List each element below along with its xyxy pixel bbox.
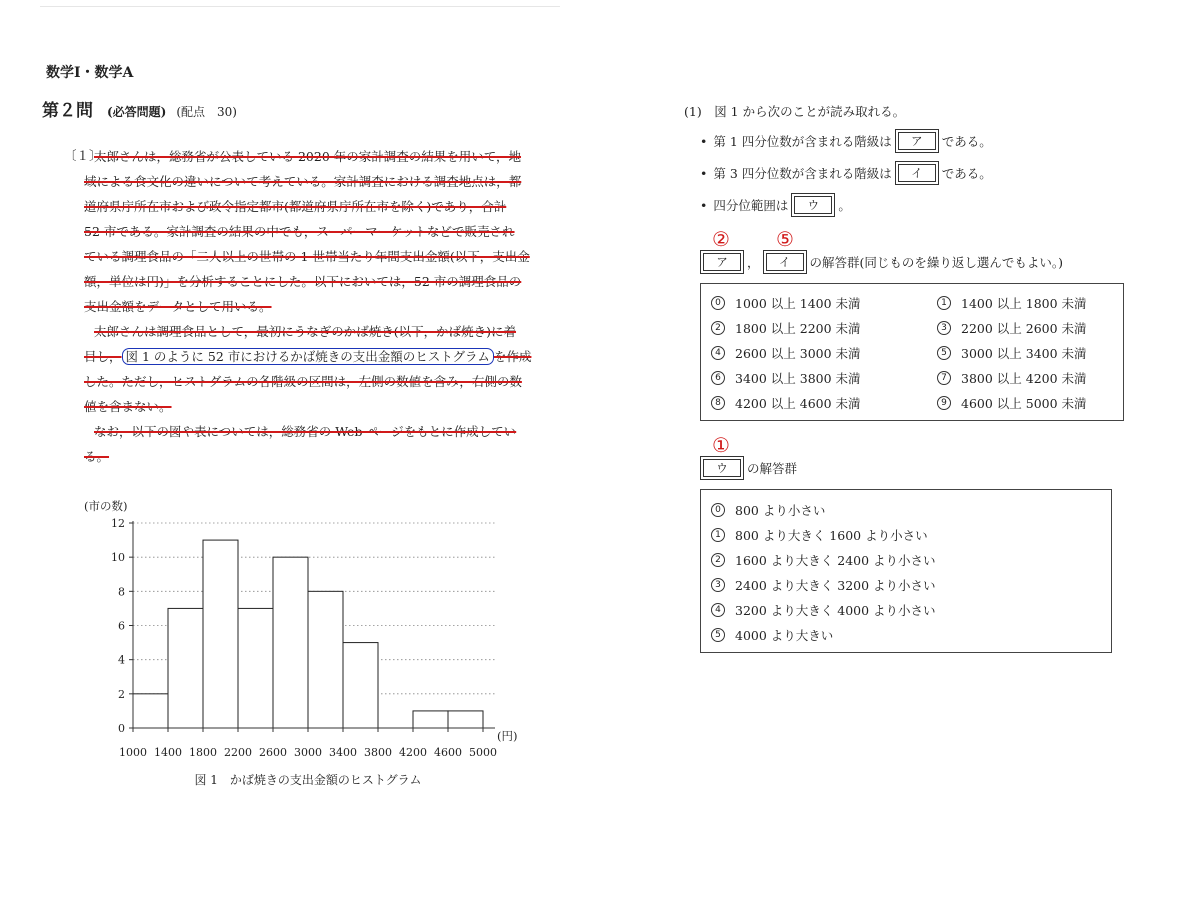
option-text: 3800 以上 4200 未満 [961,371,1087,386]
option-5[interactable] [937,344,1087,362]
x-tick-label: 3800 [364,746,392,759]
options-box-1 [700,283,1124,421]
option-2[interactable] [711,319,861,337]
option-6[interactable] [711,369,861,387]
bullet-text: 第 1 四分位数が含まれる階級は [713,134,892,149]
answer-box-u[interactable] [700,456,744,480]
x-tick-label: 3400 [329,746,357,759]
x-tick-label: 2600 [259,746,287,759]
group1-caption: の解答群(同じものを繰り返し選んでもよい。) [809,255,1064,270]
x-axis-label: (円) [497,729,518,743]
option-3[interactable] [711,576,936,594]
points-label: (配点 30) [176,105,237,119]
option-number: 5 [711,628,725,642]
option-number: 9 [937,396,951,410]
para1-line: 52 市である。家計調査の結果の中でも，スーパーマーケットなどで販売され [84,224,515,239]
histogram-chart [60,495,530,795]
para2-line: 太郎さんは調理食品として，最初にうなぎのかば焼き(以下，かば焼き)に着 [94,324,517,339]
paragraph-3 [84,419,524,469]
answer-box-u[interactable] [791,193,835,217]
option-text: 4200 以上 4600 未満 [735,396,861,411]
q1-intro: (1) 図 1 から次のことが読み取れる。 [684,104,906,119]
top-rule [40,6,560,7]
x-tick-label: 3000 [294,746,322,759]
question-number: 第２問 [42,101,93,121]
answer-box-label: ア [703,253,741,271]
option-text: 2400 より大きく 3200 より小さい [735,578,936,593]
option-1[interactable] [937,294,1087,312]
annotation-mark-a: ② [712,227,730,251]
y-tick-label: 6 [118,619,125,633]
para1-line: 支出金額をデータとして用いる。 [84,299,272,314]
paragraph-1 [84,144,530,319]
x-tick-label: 4600 [434,746,462,759]
para2-prefix: 目し， [84,349,122,364]
bullet-text: 第 3 四分位数が含まれる階級は [713,166,892,181]
option-number: 1 [711,528,725,542]
option-text: 800 より大きく 1600 より小さい [735,528,928,543]
q1-bullet-3 [700,193,851,217]
option-0[interactable] [711,501,825,519]
answer-box-label: ウ [703,459,741,477]
option-4[interactable] [711,344,861,362]
x-tick-label: 1000 [119,746,147,759]
histogram-bar [308,591,343,728]
x-tick-label: 1800 [189,746,217,759]
y-axis-label: (市の数) [84,499,128,513]
histogram-bar [413,711,448,728]
option-4[interactable] [711,601,936,619]
x-tick-label: 1400 [154,746,182,759]
option-5[interactable] [711,626,833,644]
option-9[interactable] [937,394,1087,412]
option-number: 8 [711,396,725,410]
y-tick-label: 4 [118,653,125,667]
option-text: 3400 以上 3800 未満 [735,371,861,386]
option-7[interactable] [937,369,1087,387]
para3-line: る。 [84,449,110,464]
separator: ， [747,255,760,270]
histogram-bar [343,643,378,728]
option-0[interactable] [711,294,861,312]
paragraph-2 [84,319,532,419]
histogram-bar [448,711,483,728]
annotation-mark-b: ⑤ [776,227,794,251]
para1-line: 域による食文化の違いについて考えている。家計調査における調査地点は，都 [84,174,522,189]
option-3[interactable] [937,319,1087,337]
group2-caption: の解答群 [747,461,798,476]
chart-caption: 図 1 かば焼きの支出金額のヒストグラム [194,773,422,787]
option-number: 4 [711,603,725,617]
group2-header [700,456,797,480]
bullet-dot: • [700,165,708,181]
option-text: 800 より小さい [735,503,826,518]
option-text: 4000 より大きい [735,628,834,643]
histogram-bar [133,694,168,728]
histogram-bar [238,608,273,728]
option-number: 4 [711,346,725,360]
option-number: 6 [711,371,725,385]
para1-line: ている調理食品の「二人以上の世帯の 1 世帯当たり年間支出金額(以下，支出金 [84,249,530,264]
option-1[interactable] [711,526,928,544]
answer-box-i[interactable] [895,161,939,185]
y-tick-label: 8 [118,585,125,599]
histogram-bar [273,557,308,728]
option-text: 1400 以上 1800 未満 [961,296,1087,311]
options-box-2 [700,489,1112,653]
para1-line: 額，単位は円)」を分析することにした。以下においては，52 市の調理食品の [84,274,522,289]
bullet-text: 。 [838,198,851,213]
answer-box-a[interactable] [700,250,744,274]
answer-box-label: ア [898,132,936,150]
para3-line: なお，以下の図や表については，総務省の Web ページをもとに作成してい [94,424,517,439]
group1-header [700,250,1063,274]
bullet-dot: • [700,197,708,213]
y-tick-label: 2 [118,687,125,701]
option-number: 0 [711,296,725,310]
option-number: 3 [711,578,725,592]
y-tick-label: 12 [111,517,125,530]
question-header [42,96,237,121]
option-text: 1000 以上 1400 未満 [735,296,861,311]
histogram-bar [203,540,238,728]
option-number: 5 [937,346,951,360]
option-number: 1 [937,296,951,310]
q1-bullet-2 [700,161,992,185]
subject-title: 数学Ⅰ・数学A [46,65,134,81]
para2-line: 値を含まない。 [84,399,172,414]
bullet-dot: • [700,133,708,149]
x-tick-label: 5000 [469,746,497,759]
para2-line: した。ただし，ヒストグラムの各階級の区間は，左側の数値を含み，右側の数 [84,374,522,389]
answer-box-label: イ [766,253,804,271]
bullet-text: である。 [941,134,992,149]
option-text: 4600 以上 5000 未満 [961,396,1087,411]
answer-box-i[interactable] [763,250,807,274]
option-number: 2 [711,553,725,567]
option-8[interactable] [711,394,861,412]
bullet-text: である。 [941,166,992,181]
answer-box-a[interactable] [895,129,939,153]
option-2[interactable] [711,551,936,569]
x-tick-label: 2200 [224,746,252,759]
option-text: 3000 以上 3400 未満 [961,346,1087,361]
para2-line-highlight-row [84,344,532,369]
highlighted-phrase: 図 1 のように 52 市におけるかば焼きの支出金額のヒストグラム [122,348,494,365]
option-number: 2 [711,321,725,335]
annotation-mark-u: ① [712,433,730,457]
answer-box-label: イ [898,164,936,182]
option-text: 2200 以上 2600 未満 [961,321,1087,336]
histogram-bar [168,608,203,728]
y-tick-label: 0 [118,722,125,735]
option-number: 3 [937,321,951,335]
bullet-text: 四分位範囲は [713,198,789,213]
required-label: (必答問題) [107,105,167,119]
section-label: 〔１〕 [64,148,102,163]
option-number: 7 [937,371,951,385]
x-tick-label: 4200 [399,746,427,759]
option-text: 1600 より大きく 2400 より小さい [735,553,936,568]
option-number: 0 [711,503,725,517]
y-tick-label: 10 [111,551,125,565]
answer-box-label: ウ [794,196,832,214]
option-text: 2600 以上 3000 未満 [735,346,861,361]
option-text: 3200 より大きく 4000 より小さい [735,603,936,618]
para1-line: 道府県庁所在市および政令指定都市(都道府県庁所在市を除く)であり，合計 [84,199,507,214]
q1-bullet-1 [700,129,992,153]
para1-line: 太郎さんは，総務省が公表している 2020 年の家計調査の結果を用いて，地 [94,149,522,164]
para2-suffix: を作成 [493,349,532,364]
option-text: 1800 以上 2200 未満 [735,321,861,336]
